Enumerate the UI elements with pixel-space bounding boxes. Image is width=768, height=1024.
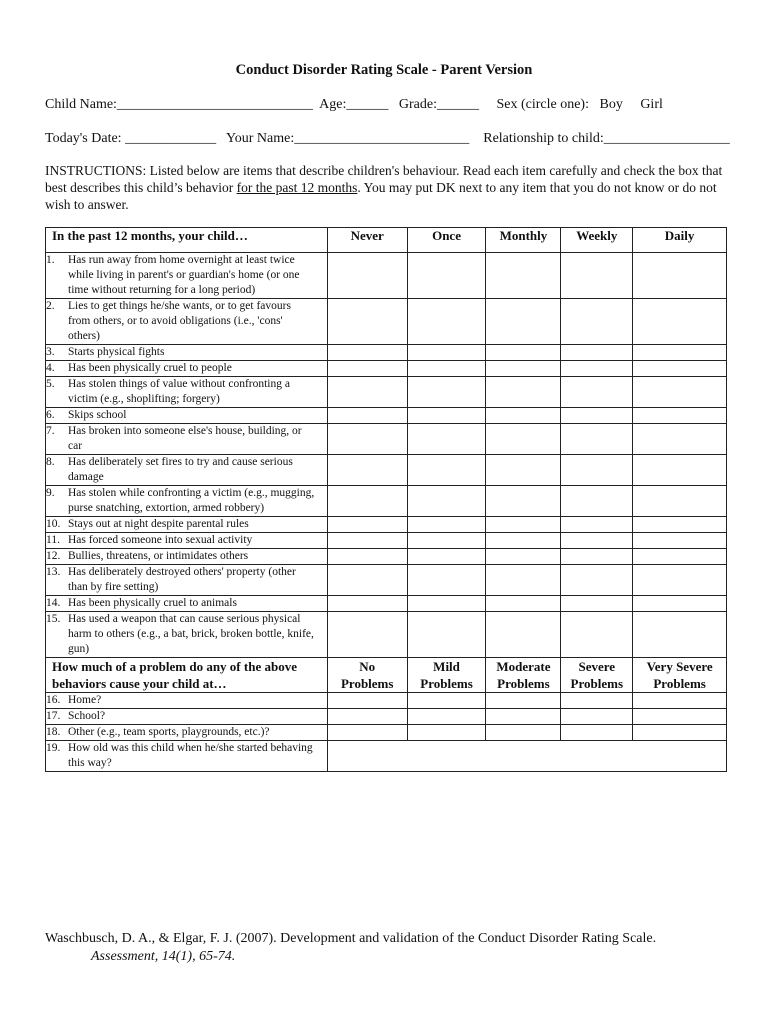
table-row [46, 424, 727, 455]
checkbox-cell[interactable] [561, 455, 633, 486]
checkbox-cell[interactable] [486, 596, 561, 612]
item-cell: 6. Skips school [46, 408, 328, 424]
checkbox-cell[interactable] [633, 533, 727, 549]
item-cell: 10. Stays out at night despite parental rules [46, 517, 328, 533]
checkbox-cell[interactable] [561, 408, 633, 424]
item-cell: 19. How old was this child when he/she started behaving this way? [46, 741, 328, 772]
item-cell: 4. Has been physically cruel to people [46, 361, 328, 377]
checkbox-cell[interactable] [486, 361, 561, 377]
column-header-daily: Daily [633, 228, 727, 253]
checkbox-cell[interactable] [327, 345, 407, 361]
citation-line-2: Assessment, 14(1), 65-74. [91, 949, 236, 964]
checkbox-cell[interactable] [561, 377, 633, 408]
item-cell: 17. School? [46, 709, 328, 725]
checkbox-cell[interactable] [486, 408, 561, 424]
checkbox-cell[interactable] [633, 345, 727, 361]
checkbox-cell[interactable] [407, 709, 486, 725]
table-row [46, 253, 727, 299]
problem-question-header: How much of a problem do any of the above behaviors cause your child at… [46, 658, 328, 693]
column-header-very-severe-problems: Very Severe Problems [633, 658, 727, 693]
table-row-19 [46, 741, 727, 772]
checkbox-cell[interactable] [327, 377, 407, 408]
respondent-info-line: Today's Date: _____________ Your Name:_________________________ Relationship to child:__________________ [45, 131, 730, 146]
table-row [46, 612, 727, 658]
column-header-never: Never [327, 228, 407, 253]
table-row [46, 377, 727, 408]
checkbox-cell[interactable] [327, 709, 407, 725]
checkbox-cell[interactable] [486, 533, 561, 549]
checkbox-cell[interactable] [561, 253, 633, 299]
column-header-severe-problems: Severe Problems [561, 658, 633, 693]
checkbox-cell[interactable] [561, 596, 633, 612]
checkbox-cell[interactable] [486, 709, 561, 725]
checkbox-cell[interactable] [633, 377, 727, 408]
checkbox-cell[interactable] [327, 361, 407, 377]
checkbox-cell[interactable] [486, 486, 561, 517]
table-row [46, 361, 727, 377]
checkbox-cell[interactable] [633, 709, 727, 725]
checkbox-cell[interactable] [561, 299, 633, 345]
instructions-emphasis: for the past 12 months [236, 180, 358, 195]
item-cell: 8. Has deliberately set fires to try and cause serious damage [46, 455, 328, 486]
item-cell: 5. Has stolen things of value without confronting a victim (e.g., shoplifting; forgery) [46, 377, 328, 408]
checkbox-cell[interactable] [633, 693, 727, 709]
child-info-line: Child Name:____________________________ Age:______ Grade:______ Sex (circle one): Boy Girl [45, 97, 663, 112]
checkbox-cell[interactable] [486, 345, 561, 361]
checkbox-cell[interactable] [407, 565, 486, 596]
checkbox-cell[interactable] [407, 517, 486, 533]
checkbox-cell[interactable] [486, 377, 561, 408]
column-header-mild-problems: Mild Problems [407, 658, 486, 693]
checkbox-cell[interactable] [561, 424, 633, 455]
checkbox-cell[interactable] [327, 725, 407, 741]
checkbox-cell[interactable] [407, 486, 486, 517]
checkbox-cell[interactable] [327, 455, 407, 486]
checkbox-cell[interactable] [561, 361, 633, 377]
checkbox-cell[interactable] [407, 408, 486, 424]
item-cell: 3. Starts physical fights [46, 345, 328, 361]
age-in-years-field[interactable] [327, 741, 726, 772]
checkbox-cell[interactable] [407, 549, 486, 565]
item-cell: 15. Has used a weapon that can cause serious physical harm to others (e.g., a bat, brick, broken bottle, knife, gun) [46, 612, 328, 658]
citation-line-1: Waschbusch, D. A., & Elgar, F. J. (2007). Development and validation of the Conduct Disorder Rating Scale. [45, 931, 657, 946]
checkbox-cell[interactable] [561, 549, 633, 565]
checkbox-cell[interactable] [633, 565, 727, 596]
item-cell: 12. Bullies, threatens, or intimidates others [46, 549, 328, 565]
checkbox-cell[interactable] [327, 517, 407, 533]
checkbox-cell[interactable] [486, 725, 561, 741]
checkbox-cell[interactable] [633, 361, 727, 377]
table-row [46, 299, 727, 345]
checkbox-cell[interactable] [633, 299, 727, 345]
checkbox-cell[interactable] [407, 725, 486, 741]
checkbox-cell[interactable] [486, 517, 561, 533]
checkbox-cell[interactable] [327, 424, 407, 455]
question-header: In the past 12 months, your child… [46, 228, 328, 253]
checkbox-cell[interactable] [633, 517, 727, 533]
checkbox-cell[interactable] [561, 486, 633, 517]
item-cell: 14. Has been physically cruel to animals [46, 596, 328, 612]
checkbox-cell[interactable] [486, 549, 561, 565]
checkbox-cell[interactable] [561, 612, 633, 658]
checkbox-cell[interactable] [407, 253, 486, 299]
checkbox-cell[interactable] [561, 533, 633, 549]
table-row [46, 455, 727, 486]
checkbox-cell[interactable] [633, 612, 727, 658]
table-row [46, 709, 727, 725]
checkbox-cell[interactable] [407, 693, 486, 709]
checkbox-cell[interactable] [327, 693, 407, 709]
instructions: INSTRUCTIONS: Listed below are items that describe children's behaviour. Read each item carefully and check the box that best describes this child’s behavior for the past 12 months. You may put DK next to any item that you do not know or do not wish to answer. [45, 163, 723, 212]
checkbox-cell[interactable] [407, 424, 486, 455]
checkbox-cell[interactable] [327, 408, 407, 424]
rating-table [45, 227, 727, 772]
checkbox-cell[interactable] [633, 253, 727, 299]
checkbox-cell[interactable] [327, 612, 407, 658]
citation [45, 930, 656, 966]
table-row [46, 693, 727, 709]
checkbox-cell[interactable] [486, 612, 561, 658]
checkbox-cell[interactable] [633, 486, 727, 517]
checkbox-cell[interactable] [327, 565, 407, 596]
checkbox-cell[interactable] [633, 725, 727, 741]
item-cell: 2. Lies to get things he/she wants, or to get favours from others, or to avoid obligations (i.e., 'cons' others) [46, 299, 328, 345]
column-header-moderate-problems: Moderate Problems [486, 658, 561, 693]
checkbox-cell[interactable] [407, 361, 486, 377]
checkbox-cell[interactable] [561, 517, 633, 533]
checkbox-cell[interactable] [633, 455, 727, 486]
checkbox-cell[interactable] [561, 345, 633, 361]
item-cell: 7. Has broken into someone else's house, building, or car [46, 424, 328, 455]
form-title: Conduct Disorder Rating Scale - Parent Version [235, 62, 533, 78]
checkbox-cell[interactable] [327, 486, 407, 517]
item-cell: 13. Has deliberately destroyed others' property (other than by fire setting) [46, 565, 328, 596]
checkbox-cell[interactable] [407, 299, 486, 345]
checkbox-cell[interactable] [486, 424, 561, 455]
checkbox-cell[interactable] [407, 455, 486, 486]
table-row [46, 549, 727, 565]
checkbox-cell[interactable] [486, 565, 561, 596]
checkbox-cell[interactable] [327, 299, 407, 345]
checkbox-cell[interactable] [561, 565, 633, 596]
item-cell: 1. Has run away from home overnight at least twice while living in parent's or guardian's home (or one time without returning for a long period) [46, 253, 328, 299]
table-row [46, 725, 727, 741]
table-row [46, 533, 727, 549]
checkbox-cell[interactable] [486, 253, 561, 299]
table-row [46, 345, 727, 361]
checkbox-cell[interactable] [633, 596, 727, 612]
checkbox-cell[interactable] [327, 253, 407, 299]
item-cell: 16. Home? [46, 693, 328, 709]
checkbox-cell[interactable] [327, 596, 407, 612]
checkbox-cell[interactable] [407, 533, 486, 549]
checkbox-cell[interactable] [327, 533, 407, 549]
checkbox-cell[interactable] [633, 549, 727, 565]
item-cell: 9. Has stolen while confronting a victim (e.g., mugging, purse snatching, extortion, armed robbery) [46, 486, 328, 517]
checkbox-cell[interactable] [633, 424, 727, 455]
item-cell: 11. Has forced someone into sexual activity [46, 533, 328, 549]
checkbox-cell[interactable] [486, 455, 561, 486]
checkbox-cell[interactable] [561, 709, 633, 725]
column-header-weekly: Weekly [561, 228, 633, 253]
table-row [46, 565, 727, 596]
column-header-monthly: Monthly [486, 228, 561, 253]
table-row [46, 408, 727, 424]
checkbox-cell[interactable] [407, 377, 486, 408]
table-row [46, 517, 727, 533]
checkbox-cell[interactable] [407, 345, 486, 361]
item-cell: 18. Other (e.g., team sports, playgrounds, etc.)? [46, 725, 328, 741]
column-header-once: Once [407, 228, 486, 253]
table-row [46, 596, 727, 612]
checkbox-cell[interactable] [327, 549, 407, 565]
checkbox-cell[interactable] [486, 299, 561, 345]
checkbox-cell[interactable] [486, 693, 561, 709]
checkbox-cell[interactable] [561, 725, 633, 741]
checkbox-cell[interactable] [407, 612, 486, 658]
table-row [46, 486, 727, 517]
column-header-no-problems: No Problems [327, 658, 407, 693]
checkbox-cell[interactable] [633, 408, 727, 424]
checkbox-cell[interactable] [407, 596, 486, 612]
checkbox-cell[interactable] [561, 693, 633, 709]
